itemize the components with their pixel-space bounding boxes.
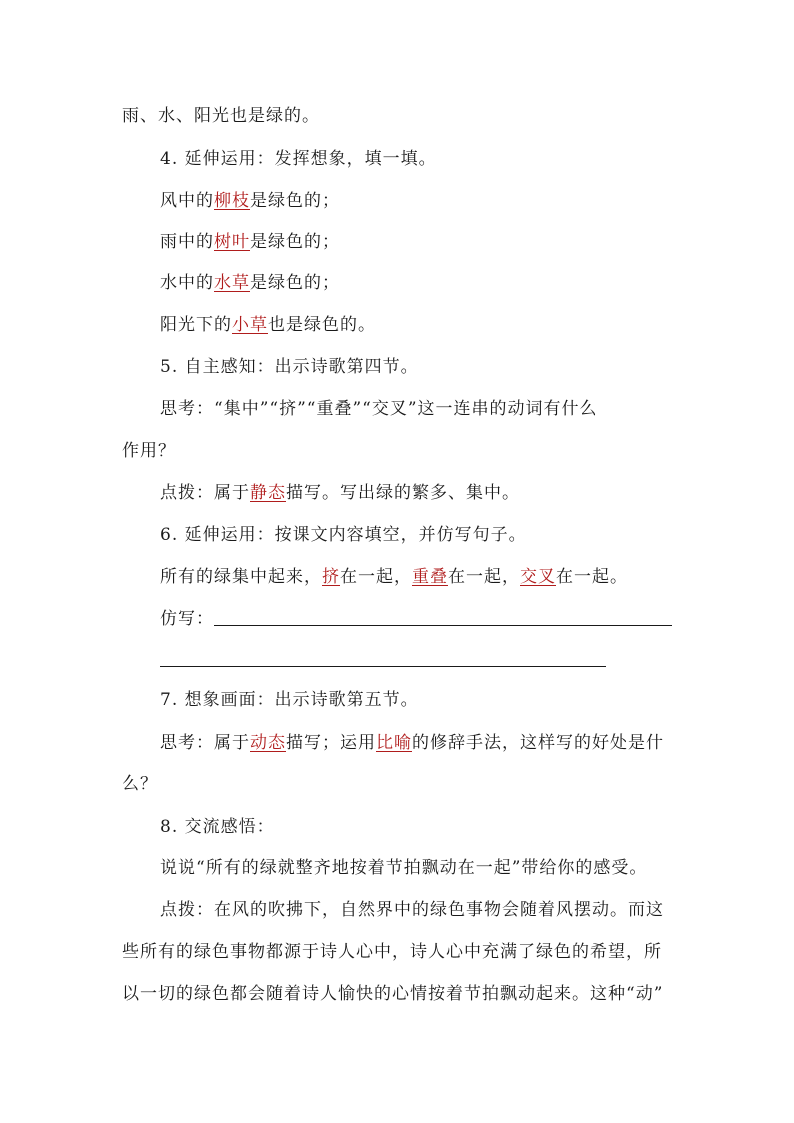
fill-suffix: 是绿色的； [250, 273, 340, 293]
fill-suffix: 是绿色的； [250, 191, 340, 211]
fill-line-leaves [160, 230, 340, 254]
hint-answer: 静态 [250, 483, 286, 503]
fill-prefix: 水中的 [160, 273, 214, 293]
item-5-heading: 5. 自主感知：出示诗歌第四节。 [160, 357, 419, 377]
fill-answer: 柳枝 [214, 191, 250, 211]
item-8-heading: 8. 交流感悟： [160, 817, 275, 837]
imitate-blank-line-1[interactable] [214, 625, 672, 626]
discussion-prompt: 说说“所有的绿就整齐地按着节拍飘动在一起”带给你的感受。 [160, 858, 648, 878]
fill-answer: 交叉 [520, 567, 556, 587]
item-6-heading: 6. 延伸运用：按课文内容填空，并仿写句子。 [160, 525, 527, 545]
fill-answer: 水草 [214, 273, 250, 293]
fill-text: 所有的绿集中起来， [160, 567, 322, 587]
question-verbs: 思考：“集中”“挤”“重叠”“交叉”这一连串的动词有什么 [160, 399, 598, 419]
item-4-heading: 4. 延伸运用：发挥想象，填一填。 [160, 149, 437, 169]
question-dynamic-cont: 么？ [122, 774, 158, 794]
fill-answer: 小草 [232, 315, 268, 335]
hint-paragraph-line-1: 点拨：在风的吹拂下，自然界中的绿色事物会随着风摆动。而这 [160, 900, 664, 920]
fill-prefix: 阳光下的 [160, 315, 232, 335]
question-dynamic [160, 731, 664, 755]
fill-answer: 树叶 [214, 232, 250, 252]
question-text: 的修辞手法，这样写的好处是什 [412, 733, 664, 753]
fill-text: 在一起。 [556, 567, 628, 587]
question-answer: 比喻 [376, 733, 412, 753]
hint-paragraph-line-3: 以一切的绿色都会随着诗人愉快的心情按着节拍飘动起来。这种“动” [122, 984, 664, 1004]
question-answer: 动态 [250, 733, 286, 753]
fill-text: 在一起， [448, 567, 520, 587]
fill-line-grass [160, 313, 376, 337]
hint-paragraph-line-2: 些所有的绿色事物都源于诗人心中，诗人心中充满了绿色的希望，所 [122, 942, 662, 962]
hint-prefix: 点拨：属于 [160, 483, 250, 503]
fill-answer: 重叠 [412, 567, 448, 587]
question-text: 思考：属于 [160, 733, 250, 753]
fill-answer: 挤 [322, 567, 340, 587]
fill-suffix: 也是绿色的。 [268, 315, 376, 335]
fill-text: 在一起， [340, 567, 412, 587]
fill-suffix: 是绿色的； [250, 232, 340, 252]
fill-prefix: 雨中的 [160, 232, 214, 252]
imitate-label: 仿写： [160, 609, 214, 629]
hint-suffix: 描写。写出绿的繁多、集中。 [286, 483, 520, 503]
imitate-blank-line-2[interactable] [160, 666, 606, 667]
question-text: 描写；运用 [286, 733, 376, 753]
fill-line-green-gather [160, 565, 628, 589]
question-verbs-cont: 作用？ [122, 441, 176, 461]
item-7-heading: 7. 想象画面：出示诗歌第五节。 [160, 690, 419, 710]
hint-static [160, 481, 520, 505]
fill-line-willow [160, 189, 340, 213]
text-line-rain-water-sun: 雨、水、阳光也是绿的。 [122, 106, 320, 126]
fill-prefix: 风中的 [160, 191, 214, 211]
fill-line-waterweed [160, 271, 340, 295]
